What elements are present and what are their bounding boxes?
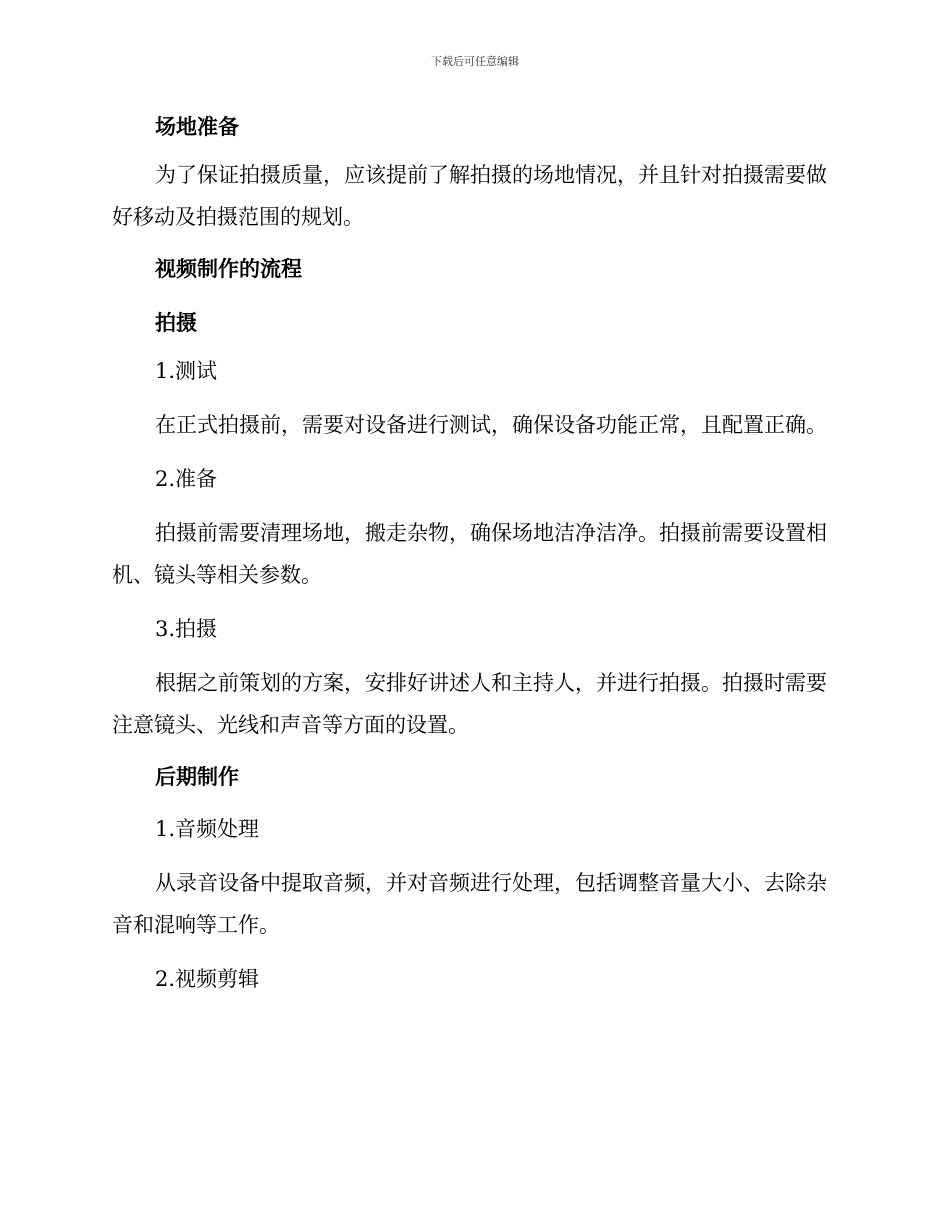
heading-post-production: 后期制作 — [155, 765, 239, 789]
paragraph-venue-preparation: 为了保证拍摄质量，应该提前了解拍摄的场地情况，并且针对拍摄需要做好移动及拍摄范围的规划。 — [112, 163, 827, 229]
subheading-audio-processing: 1.音频处理 — [155, 817, 260, 841]
paragraph-prepare: 拍摄前需要清理场地，搬走杂物，确保场地洁净洁净。拍摄前需要设置相机、镜头等相关参数。 — [112, 521, 827, 587]
subheading-shoot: 3.拍摄 — [155, 617, 218, 641]
heading-venue-preparation: 场地准备 — [155, 115, 239, 139]
document-body — [112, 108, 832, 1000]
paragraph-audio-processing: 从录音设备中提取音频，并对音频进行处理，包括调整音量大小、去除杂音和混响等工作。 — [112, 871, 827, 937]
subheading-video-editing: 2.视频剪辑 — [155, 967, 260, 991]
paragraph-shoot: 根据之前策划的方案，安排好讲述人和主持人，并进行拍摄。拍摄时需要注意镜头、光线和声音等方面的设置。 — [112, 671, 827, 737]
page-header-note: 下载后可任意编辑 — [431, 55, 519, 68]
subheading-prepare: 2.准备 — [155, 467, 218, 491]
heading-shooting: 拍摄 — [155, 311, 197, 335]
paragraph-test: 在正式拍摄前，需要对设备进行测试，确保设备功能正常，且配置正确。 — [155, 413, 827, 437]
heading-video-workflow: 视频制作的流程 — [155, 257, 302, 281]
subheading-test: 1.测试 — [155, 359, 218, 383]
